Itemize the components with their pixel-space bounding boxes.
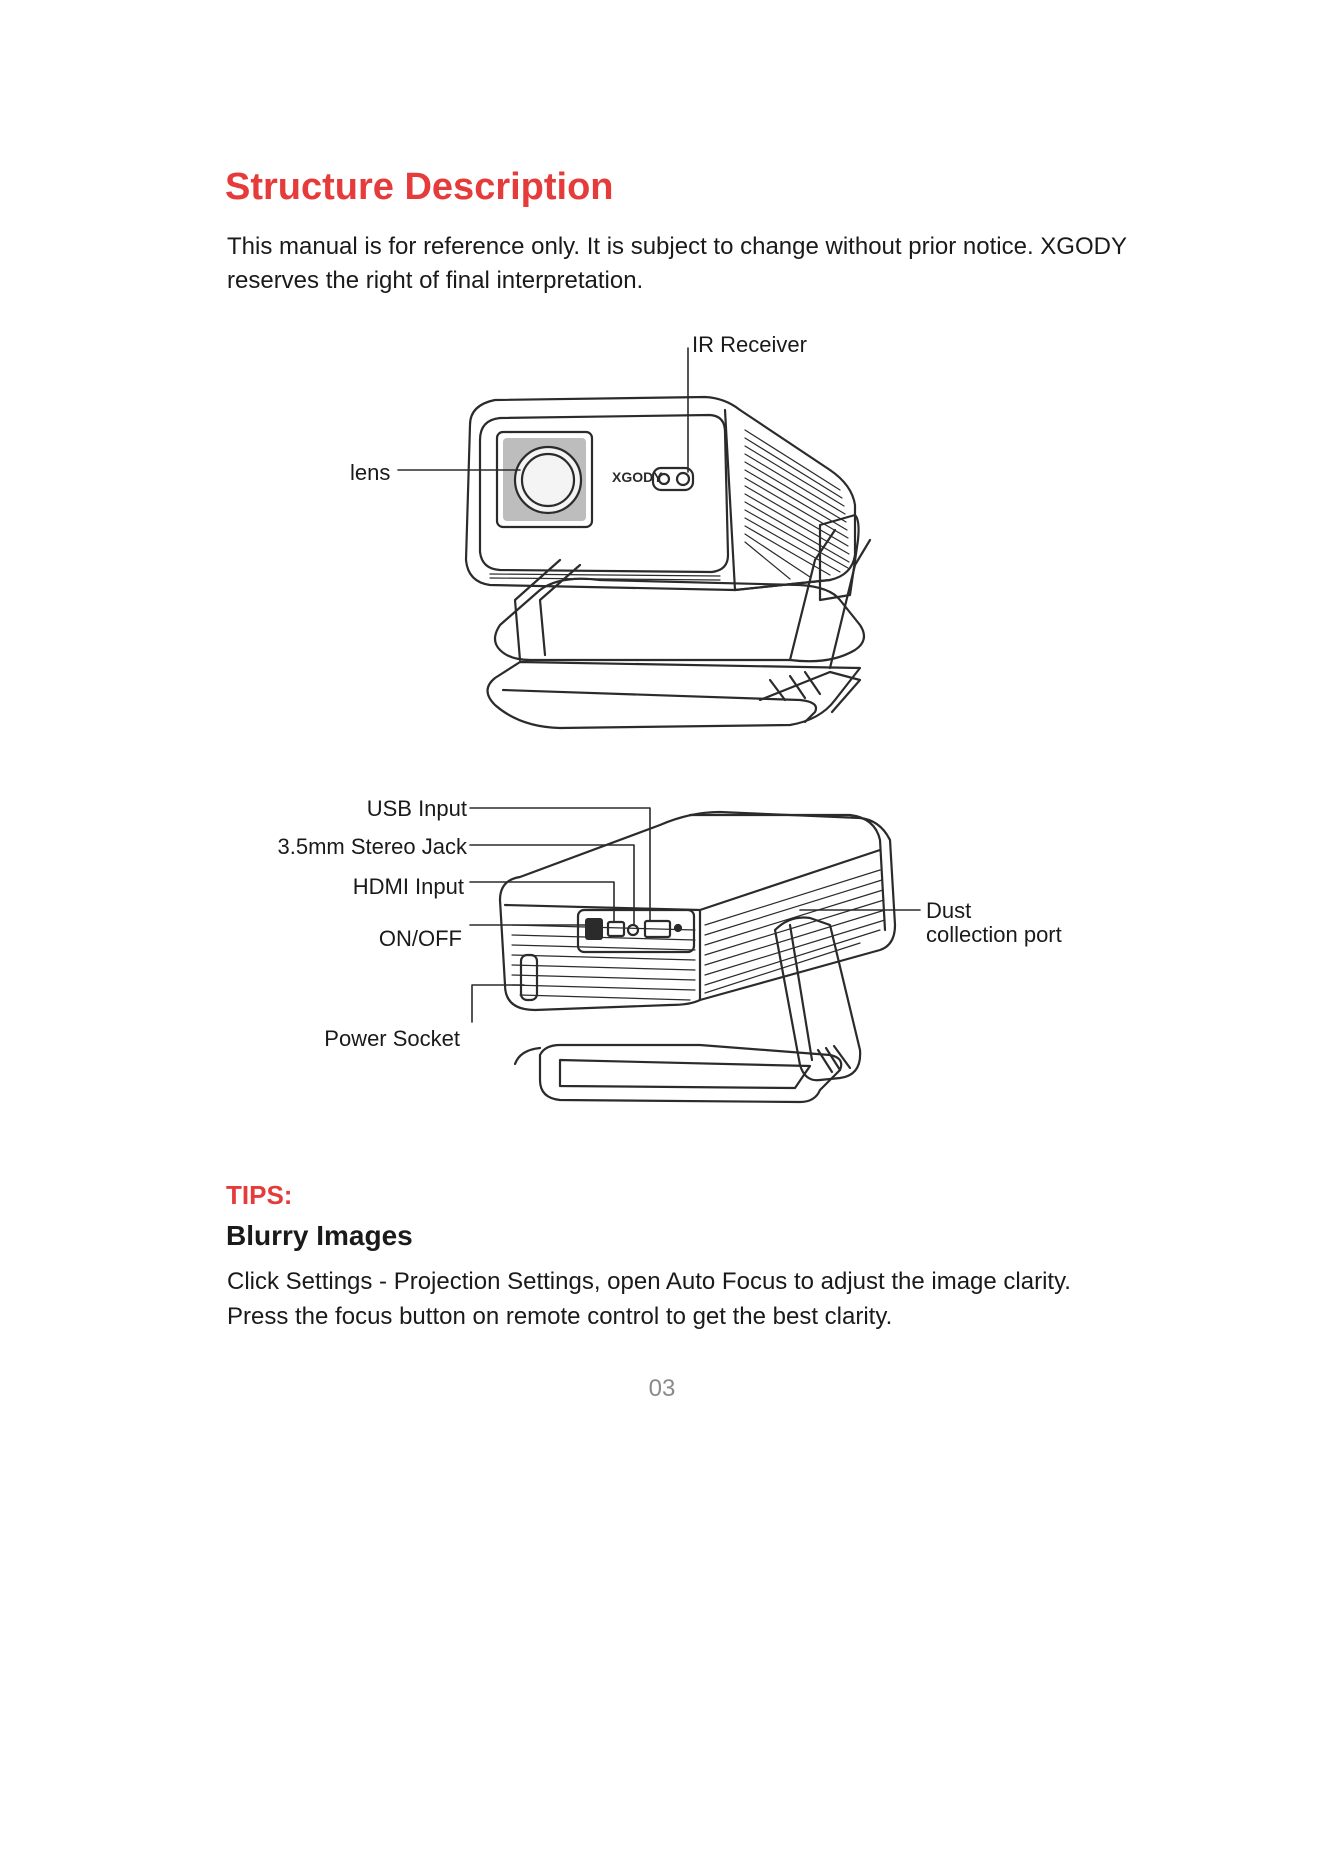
projector-back-illustration [470, 808, 920, 1102]
label-power-socket: Power Socket [324, 1026, 460, 1051]
tips-subheading: Blurry Images [226, 1220, 413, 1251]
tips-heading: TIPS: [226, 1180, 293, 1210]
brand-logo: XGODY [612, 469, 663, 485]
projector-front-illustration [398, 348, 870, 728]
label-hdmi-input: HDMI Input [352, 874, 464, 899]
tips-body: Click Settings - Projection Settings, open Auto Focus to adjust the image clarity. Press the focus button on remote control to get the best clarity. [227, 1268, 1071, 1330]
label-dust-port-line1: Dust [926, 898, 972, 923]
label-usb-input: USB Input [366, 796, 467, 821]
page-title: Structure Description [225, 166, 614, 208]
intro-text: This manual is for reference only. It is subject to change without prior notice. XGODY reserves the right of final interpretation. [227, 233, 1127, 294]
label-on-off: ON/OFF [378, 926, 462, 951]
label-lens: lens [350, 460, 391, 485]
label-stereo-jack: 3.5mm Stereo Jack [277, 834, 467, 859]
label-ir-receiver: IR Receiver [692, 332, 807, 357]
page-number: 03 [648, 1375, 676, 1402]
label-dust-port-line2: collection port [926, 922, 1062, 947]
